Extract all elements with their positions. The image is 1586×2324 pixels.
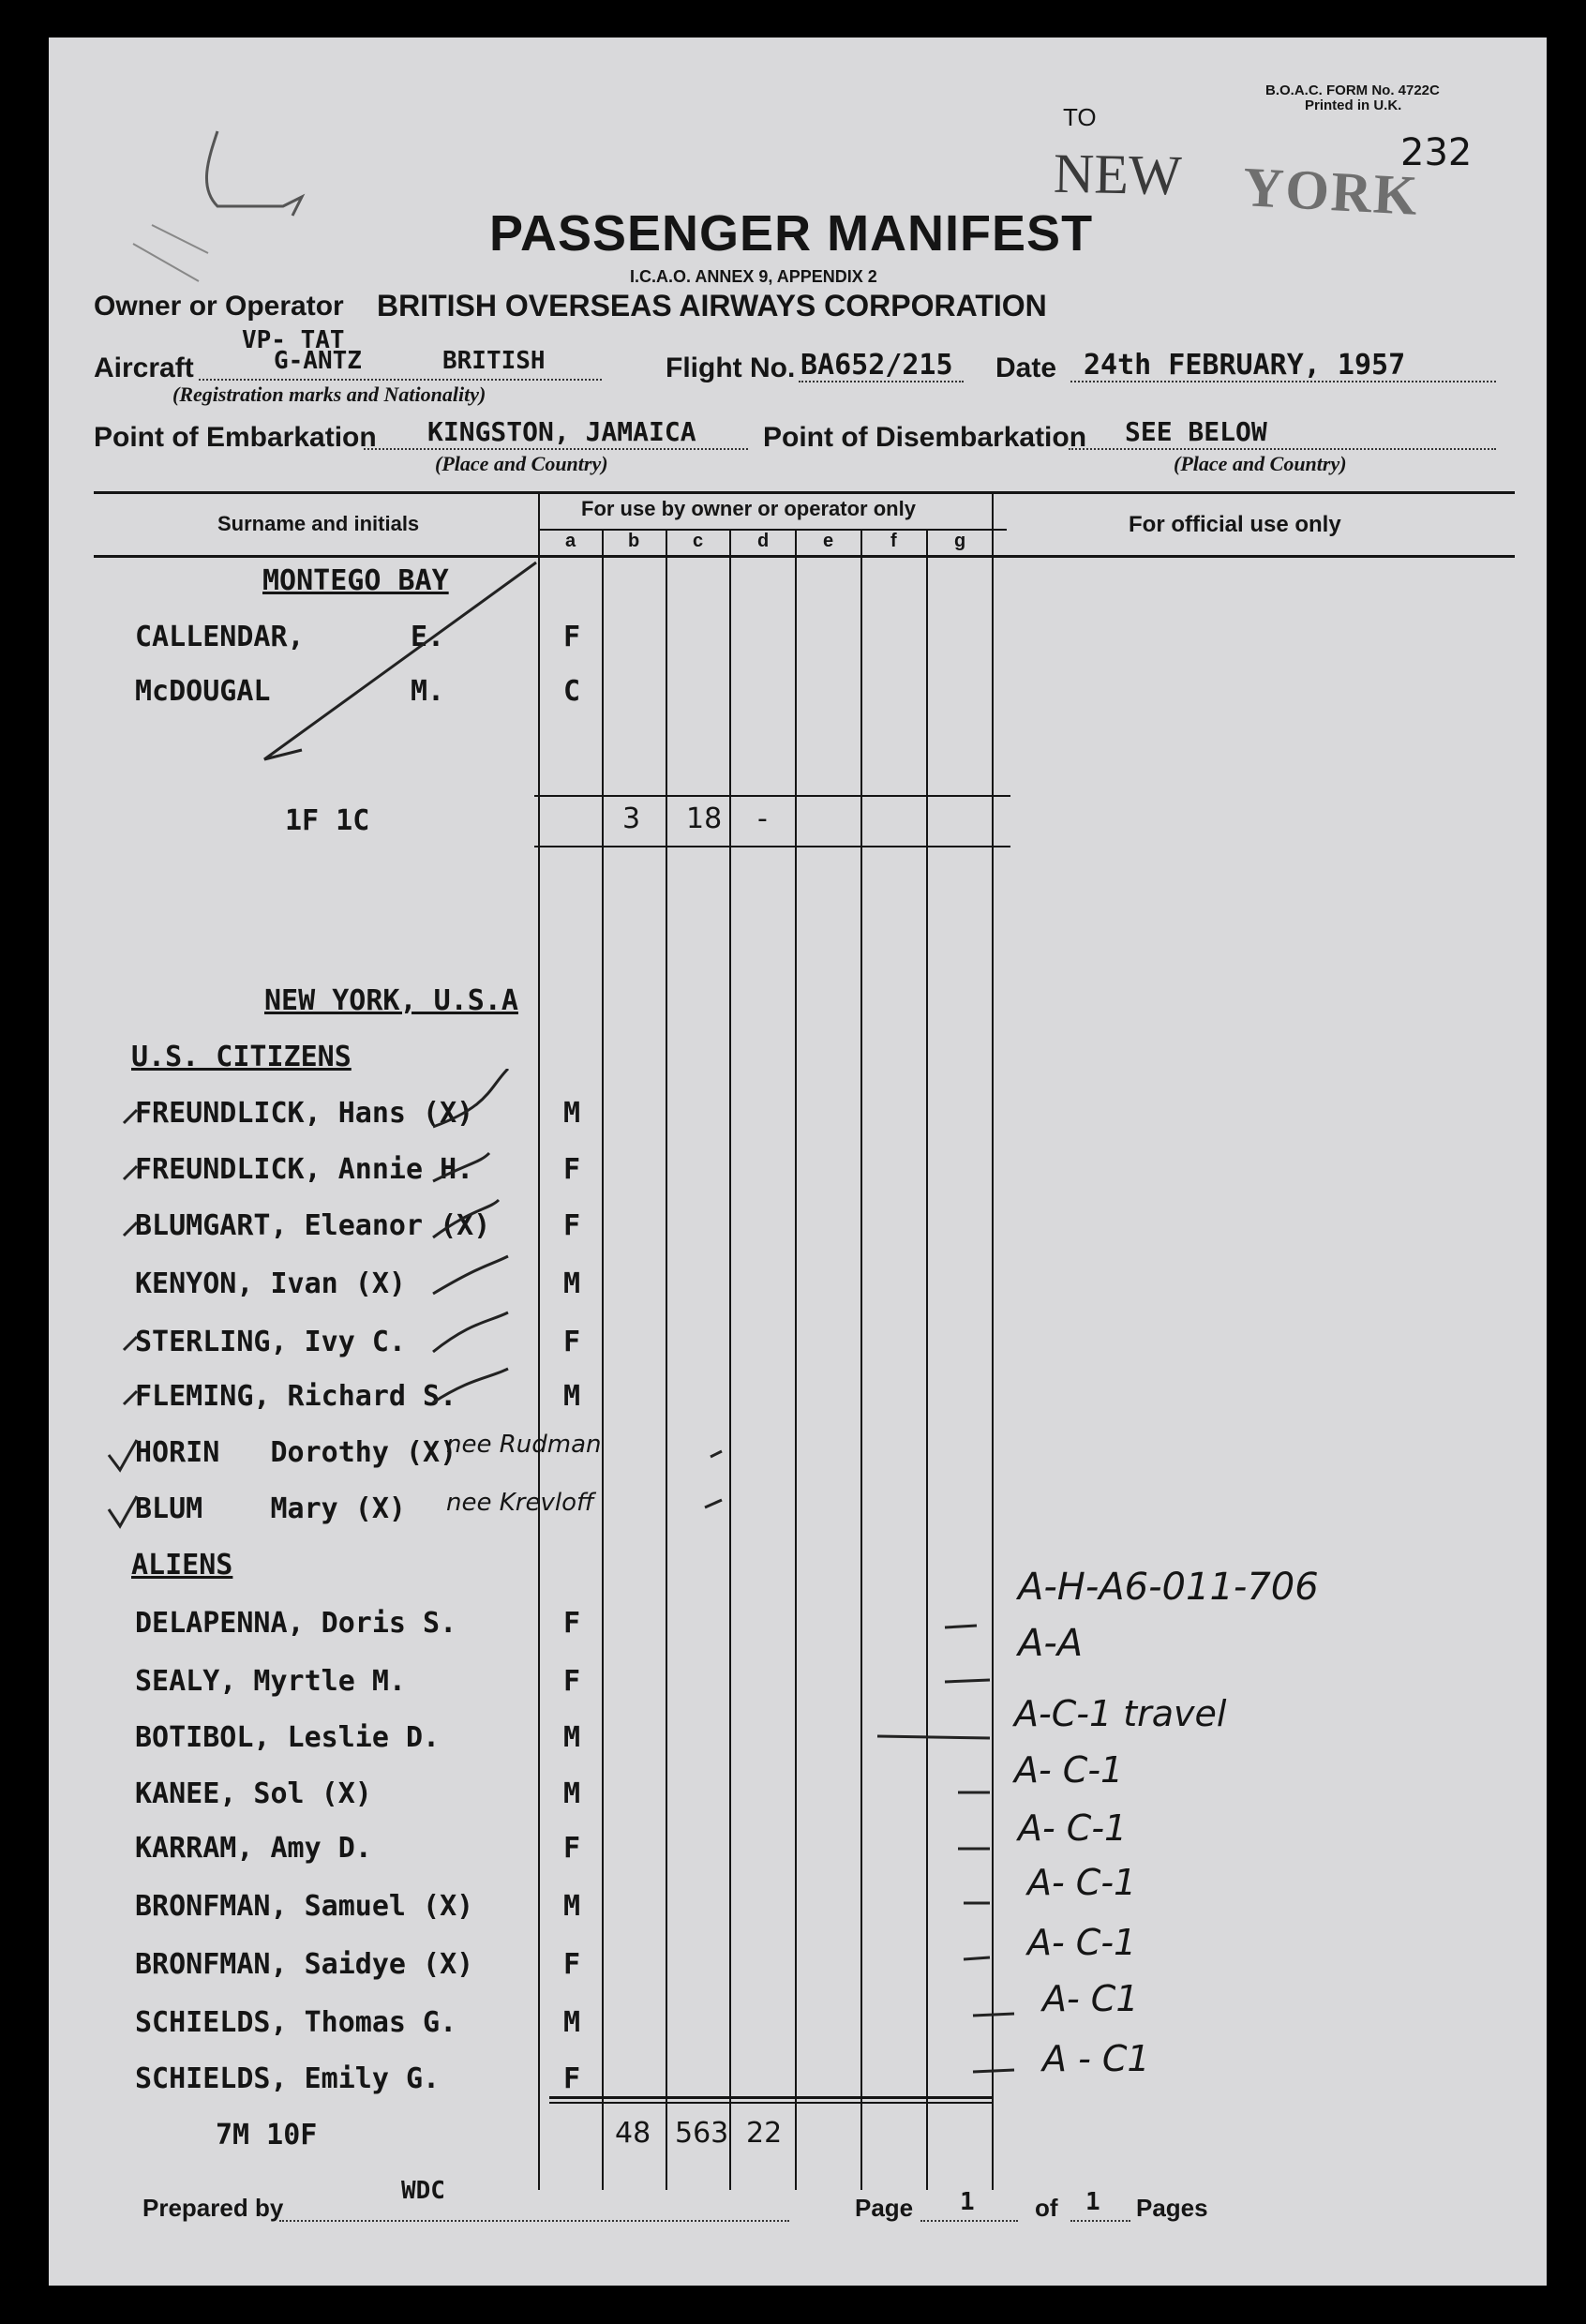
handwritten-maiden-name: nee Krevloff (446, 1489, 594, 1517)
table-row: KARRAM, Amy D. (135, 1832, 372, 1865)
official-code: A- C-1 (1018, 1807, 1128, 1849)
row-code-a: F (563, 1948, 581, 1981)
aircraft-reg: G-ANTZ (274, 347, 362, 375)
stamp-new: NEW (1053, 142, 1183, 207)
column-header-owner: For use by owner or operator only (581, 497, 916, 520)
official-code: A- C-1 (1027, 1862, 1137, 1903)
page-subtitle: I.C.A.O. ANNEX 9, APPENDIX 2 (630, 267, 877, 286)
row-code-a: F (563, 1607, 581, 1640)
row-code-a: M (563, 1721, 581, 1754)
row-code-a: F (563, 621, 581, 653)
row-initial: E. (411, 621, 445, 653)
table-row: SCHIELDS, Thomas G. (135, 2006, 457, 2039)
page-value: 1 (960, 2188, 975, 2216)
table-row: SCHIELDS, Emily G. (135, 2062, 441, 2095)
table-row: CALLENDAR, (135, 621, 305, 653)
row-code-a: M (563, 1267, 581, 1300)
aircraft-nationality: BRITISH (442, 347, 546, 375)
pages-label: Pages (1136, 2194, 1208, 2222)
operator-value: BRITISH OVERSEAS AIRWAYS CORPORATION (377, 289, 1047, 322)
official-code: A-C-1 travel (1014, 1693, 1227, 1734)
table-top-rule (94, 491, 1515, 494)
handwritten-maiden-name: nee Rudman (446, 1431, 602, 1459)
total-b: 48 (615, 2117, 651, 2150)
subcol-c: c (693, 531, 704, 551)
section-heading-montego: MONTEGO BAY (262, 564, 449, 597)
table-row: FLEMING, Richard S. (135, 1380, 457, 1413)
total-label: 7M 10F (216, 2119, 318, 2152)
row-code-a: F (563, 2062, 581, 2095)
embarkation-value: KINGSTON, JAMAICA (427, 416, 696, 447)
table-row: KANEE, Sol (X) (135, 1777, 372, 1810)
column-header-official: For official use only (1129, 512, 1341, 537)
date-label: Date (995, 352, 1057, 383)
aircraft-note: (Registration marks and Nationality) (172, 382, 486, 406)
subcol-f: f (890, 531, 897, 551)
row-code-a: F (563, 1153, 581, 1186)
cancel-stroke (246, 553, 546, 778)
embarkation-note: (Place and Country) (435, 452, 608, 475)
form-number: B.O.A.C. FORM No. 4722C (1265, 82, 1440, 98)
table-row: BLUM Mary (X) (135, 1492, 406, 1525)
table-row: HORIN Dorothy (X) (135, 1436, 457, 1469)
row-code-a: F (563, 1326, 581, 1358)
table-row: BRONFMAN, Saidye (X) (135, 1948, 474, 1981)
date-value: 24th FEBRUARY, 1957 (1084, 349, 1406, 382)
table-row: BOTIBOL, Leslie D. (135, 1721, 441, 1754)
table-row: BLUMGART, Eleanor (X) (135, 1209, 491, 1242)
row-code-a: F (563, 1209, 581, 1242)
aliens-heading: ALIENS (131, 1549, 233, 1582)
manifest-page (49, 37, 1547, 2286)
of-value: 1 (1085, 2188, 1100, 2216)
row-code-a: M (563, 1777, 581, 1810)
prepared-by-value: WDC (401, 2177, 445, 2205)
table-row: McDOUGAL (135, 675, 271, 708)
row-code-a: F (563, 1665, 581, 1698)
row-code-a: M (563, 1890, 581, 1923)
of-label: of (1035, 2194, 1058, 2222)
subcol-e: e (823, 531, 834, 551)
subcol-g: g (954, 531, 966, 551)
row-code-a: M (563, 2006, 581, 2039)
flight-label: Flight No. (666, 352, 796, 383)
check-marks (96, 1069, 771, 1556)
subcol-d: d (757, 531, 770, 551)
official-code: A - C1 (1042, 2038, 1150, 2079)
printed-note: Printed in U.K. (1305, 97, 1402, 113)
table-row: BRONFMAN, Samuel (X) (135, 1890, 474, 1923)
row-code-a: C (563, 675, 581, 708)
official-code: A- C1 (1042, 1978, 1139, 2019)
row-code-a: M (563, 1097, 581, 1130)
subtotal-b: 3 (622, 802, 641, 835)
stamp-york: YORK (1241, 156, 1421, 227)
flight-value: BA652/215 (800, 349, 953, 382)
table-row: FREUNDLICK, Hans (X) (135, 1097, 474, 1130)
page-label: Page (855, 2194, 914, 2222)
table-row: KENYON, Ivan (X) (135, 1267, 406, 1300)
official-code: A- C-1 (1027, 1922, 1137, 1963)
row-code-a: M (563, 1380, 581, 1413)
aircraft-label: Aircraft (94, 352, 194, 383)
official-dash-marks (874, 1575, 1061, 2119)
row-initial: M. (411, 675, 445, 708)
table-row: DELAPENNA, Doris S. (135, 1607, 457, 1640)
total-c: 563 (675, 2117, 729, 2150)
disembarkation-note: (Place and Country) (1174, 452, 1347, 475)
operator-label: Owner or Operator (94, 291, 344, 322)
handwritten-page-number: 232 (1400, 131, 1473, 174)
subcol-b: b (628, 531, 640, 551)
table-row: SEALY, Myrtle M. (135, 1665, 406, 1698)
aircraft-reg-top: VP- TAT (242, 326, 345, 354)
subcol-a: a (565, 531, 576, 551)
column-header-surname: Surname and initials (217, 512, 420, 535)
official-code: A-A (1018, 1622, 1084, 1665)
section-heading-newyork: NEW YORK, U.S.A (264, 984, 518, 1017)
stamp-to: TO (1063, 103, 1097, 131)
citizens-heading: U.S. CITIZENS (131, 1041, 352, 1073)
disembarkation-value: SEE BELOW (1125, 416, 1267, 447)
official-code: A- C-1 (1014, 1749, 1124, 1791)
official-code: A-H-A6-011-706 (1018, 1566, 1319, 1609)
page-title: PASSENGER MANIFEST (489, 205, 1094, 262)
subtotal-d: - (757, 802, 768, 835)
disembarkation-label: Point of Disembarkation (763, 422, 1087, 453)
embarkation-label: Point of Embarkation (94, 422, 377, 453)
prepared-by-label: Prepared by (142, 2194, 284, 2222)
total-d: 22 (746, 2117, 783, 2150)
scribble-mark (114, 112, 321, 300)
subtotal-c: 18 (686, 802, 723, 835)
subtotal-label: 1F 1C (285, 804, 370, 837)
row-code-a: F (563, 1832, 581, 1865)
table-row: STERLING, Ivy C. (135, 1326, 406, 1358)
table-row: FREUNDLICK, Annie H. (135, 1153, 474, 1186)
